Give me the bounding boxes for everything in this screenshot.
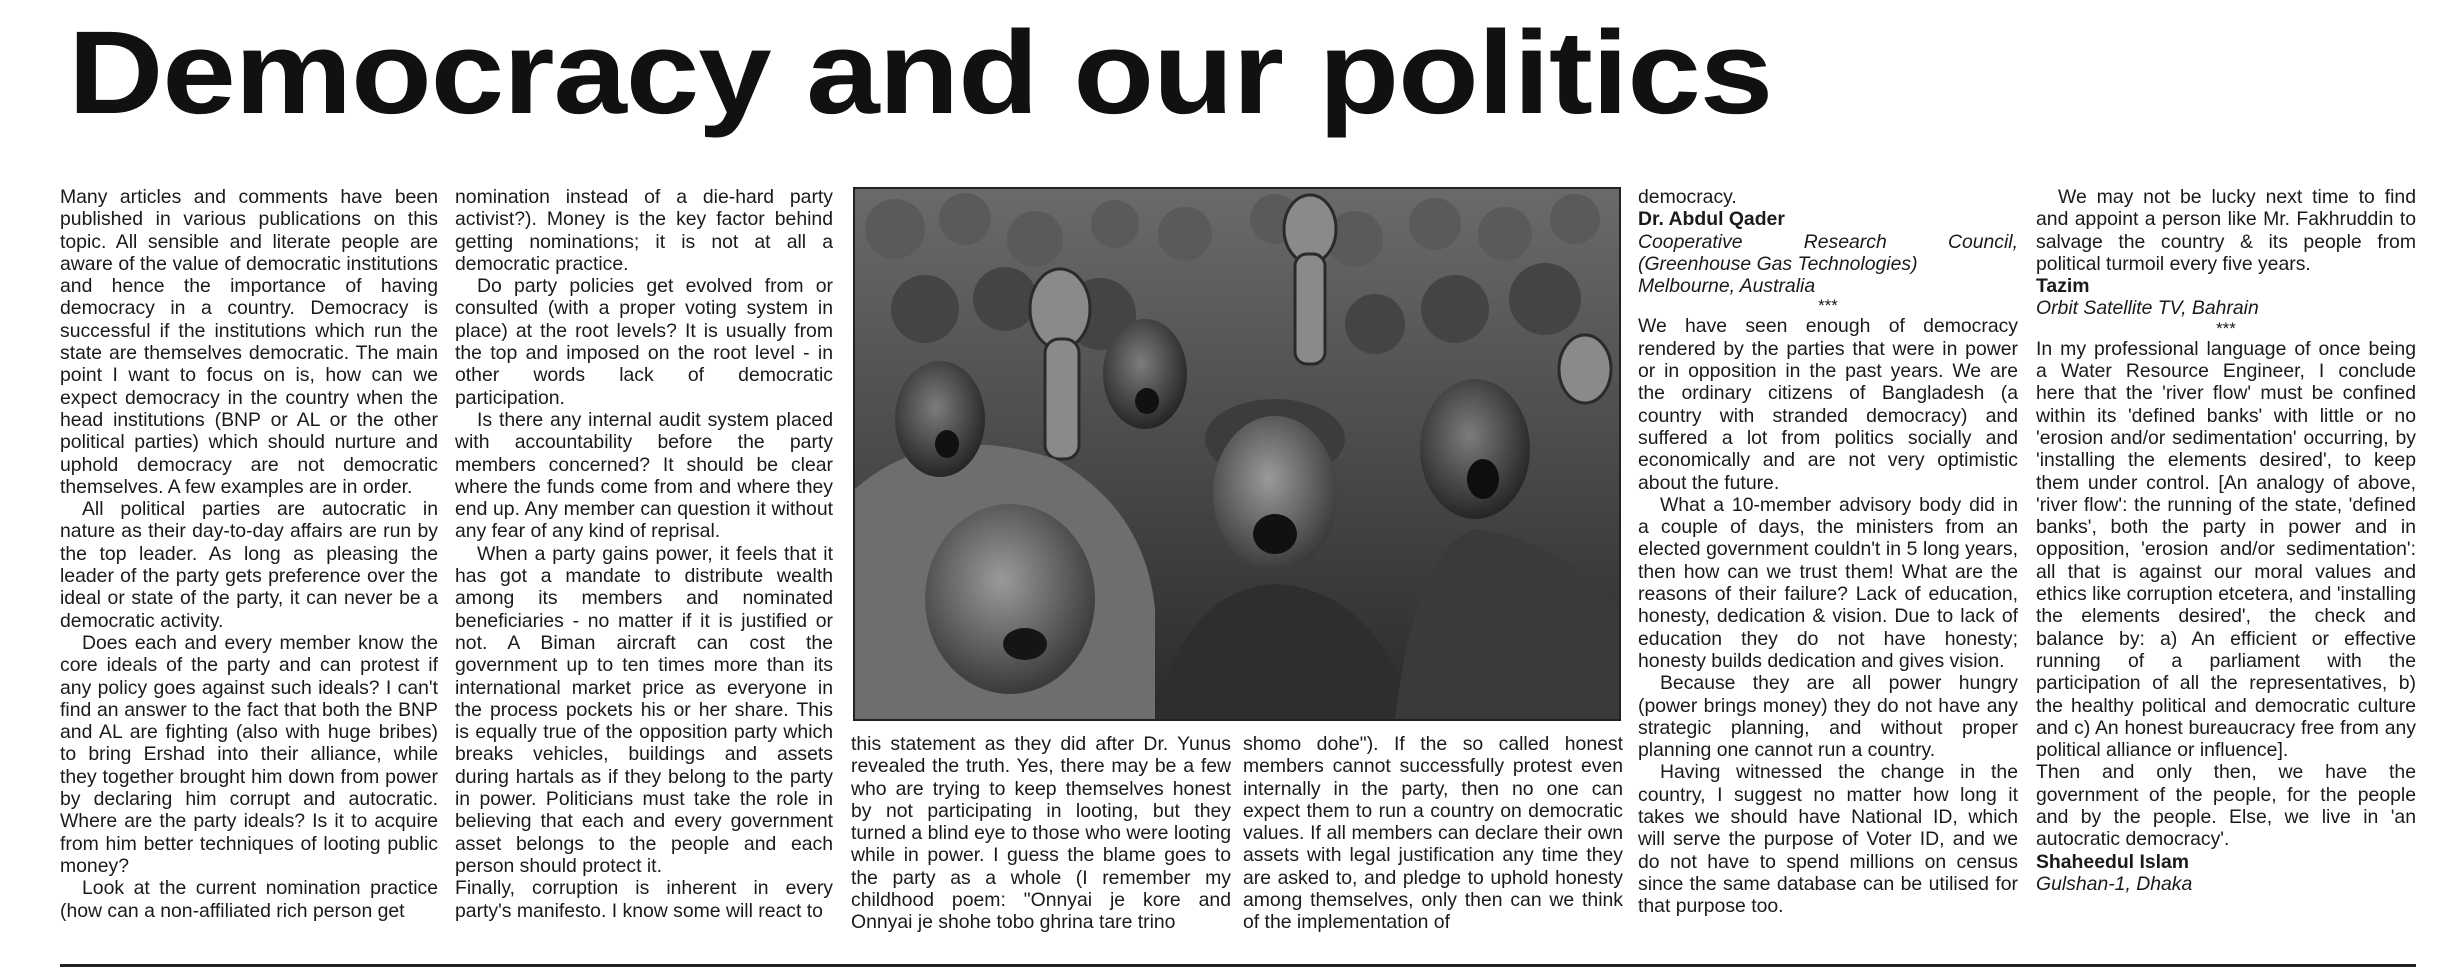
paragraph: When a party gains power, it feels that it has got a mandate to distribute wealth among its members and nominated beneficiaries - no matter if it is justified or not. A Biman aircraft can cost the government up to ten times more than its international market price as everyone in the process pockets his or her share. This is equally true of the opposition party which breaks vehicles, buildings and assets during hartals as if they belong to the party in power. Politicians must take the role in believing that each and every government asset belongs to the people and each person should protect it. bbox=[455, 542, 833, 877]
paragraph: this statement as they did after Dr. Yunus revealed the truth. Yes, there may be a few who are trying to keep themselves honest by not participating in looting, but they turned a blind eye to those who were looting while in power. I guess the blame goes to the party as a whole (I remember my childhood poem: "Onnyai je kore and Onnyai je shohe tobo ghrina tare trino bbox=[851, 733, 1231, 934]
paragraph: shomo dohe"). If the so called honest members cannot successfully protest even internally in the party, then no one can expect them to run a country on democratic values. If all members can declare their own assets with legal justification any time they are asked to, and pledge to uphold honesty among themselves, only then can we think of the implementation of bbox=[1243, 733, 1623, 934]
bottom-rule bbox=[60, 964, 2416, 967]
paragraph: Having witnessed the change in the country, I suggest no matter how long it takes we should have National ID, which will serve the purpose of Voter ID, and we do not have to spend millions on census since the same database can be utilised for that purpose too. bbox=[1638, 761, 2018, 918]
protest-crowd-photo bbox=[853, 187, 1621, 721]
article-column-2 bbox=[455, 186, 833, 922]
author-location: Gulshan-1, Dhaka bbox=[2036, 872, 2193, 895]
paragraph: All political parties are autocratic in nature as their day-to-day affairs are run by the top leader. As long as pleasing the leader of the party gets preference over the ideal or state of the party, it can never be a democratic activity. bbox=[60, 498, 438, 632]
author-affiliation: Cooperative Research Council, (Greenhouse Gas Technologies) bbox=[1638, 230, 2018, 275]
paragraph: Is there any internal audit system placed with accountability before the party members concerned? It should be clear where the funds come from and where they end up. Any member can question it without any fear of any kind of reprisal. bbox=[455, 408, 833, 543]
author-name: Dr. Abdul Qader bbox=[1638, 208, 1785, 231]
paragraph: Because they are all power hungry (power brings money) they do not have any strategic planning, and without proper planning one cannot run a country. bbox=[1638, 672, 2018, 762]
paragraph: Does each and every member know the core ideals of the party and can protest if any policy goes against such ideals? I can't find an answer to the fact that both the BNP and AL are fighting (also with huge bribes) to bring Ershad into their alliance, while they together brought him down from power by declaring him corrupt and autocratic. Where are the party ideals? Is it to acquire from him better techniques of looting public money? bbox=[60, 631, 438, 877]
author-affiliation: Orbit Satellite TV, Bahrain bbox=[2036, 297, 2259, 320]
paragraph: nomination instead of a die-hard party activist?). Money is the key factor behind getting nominations; it is not at all a democratic practice. bbox=[455, 186, 833, 275]
paragraph: Do party policies get evolved from or consulted (with a proper voting system in place) at the root levels? It is usually from the top and imposed on the root level - in other words lack of democratic participation. bbox=[455, 275, 833, 409]
author-name: Shaheedul Islam bbox=[2036, 850, 2190, 873]
paragraph: Finally, corruption is inherent in every party's manifesto. I know some will react to bbox=[455, 877, 833, 922]
author-name: Tazim bbox=[2036, 275, 2090, 298]
paragraph: We may not be lucky next time to find and appoint a person like Mr. Fakhruddin to salvage the country & its people from political turmoil every five years. bbox=[2036, 186, 2416, 275]
crowd-image bbox=[855, 189, 1619, 719]
paragraph: Many articles and comments have been published in various publications on this topic. All sensible and literate people are aware of the value of democratic institutions and hence the importance of having democracy in a country. Democracy is successful if the institutions which run the state are themselves democratic. The main point I want to focus on is, how can we expect democracy in the country when the head institutions (BNP or AL or the other political parties) which should nurture and uphold democracy are not democratic themselves. A few examples are in order. bbox=[60, 186, 438, 498]
article-column-4 bbox=[1243, 733, 1623, 934]
paragraph: Look at the current nomination practice (how can a non-affiliated rich person get bbox=[60, 877, 438, 922]
paragraph: Then and only then, we have the government of the people, for the people and by the people. Else, we live in 'an autocratic democracy'. bbox=[2036, 761, 2416, 851]
article-column-1 bbox=[60, 186, 438, 922]
paragraph: democracy. bbox=[1638, 186, 1737, 208]
article-column-6 bbox=[2036, 186, 2416, 895]
section-separator: *** bbox=[2216, 318, 2236, 338]
headline: Democracy and our politics bbox=[68, 7, 1773, 139]
paragraph: What a 10-member advisory body did in a couple of days, the ministers from an elected government couldn't in 5 long years, then how can we trust them! What are the reasons of their failure? Lack of education, honesty, dedication & vision. Due to lack of education they do not have honesty; honesty builds dedication and gives vision. bbox=[1638, 493, 2018, 672]
article-column-5 bbox=[1638, 186, 2018, 918]
paragraph: We have seen enough of democracy rendered by the parties that were in power or in opposition in the past years. We are the ordinary citizens of Bangladesh (a country with stranded democracy) and suffered a lot from politics socially and economically and are not very optimistic about the future. bbox=[1638, 315, 2018, 494]
paragraph: In my professional language of once being a Water Resource Engineer, I conclude here that the 'river flow' must be confined within its 'defined banks' with little or no 'erosion and/or sedimentation' occurring, by 'installing the elements desired', to keep them under control. [An analogy of above, 'river flow': the running of the state, 'defined banks', both the party in power and in opposition, 'erosion and/or sedimentation': all that is against our moral values and ethics like corruption etcetera, and 'installing the elements desired', the check and balance by: a) An efficient or effective running of a parliament with the participation of all the representatives, b) the healthy political and democratic culture and c) An honest bureaucracy free from any political alliance or influence]. bbox=[2036, 337, 2416, 762]
section-separator: *** bbox=[1818, 296, 1838, 316]
author-location: Melbourne, Australia bbox=[1638, 275, 1816, 298]
article-column-3 bbox=[851, 733, 1231, 934]
